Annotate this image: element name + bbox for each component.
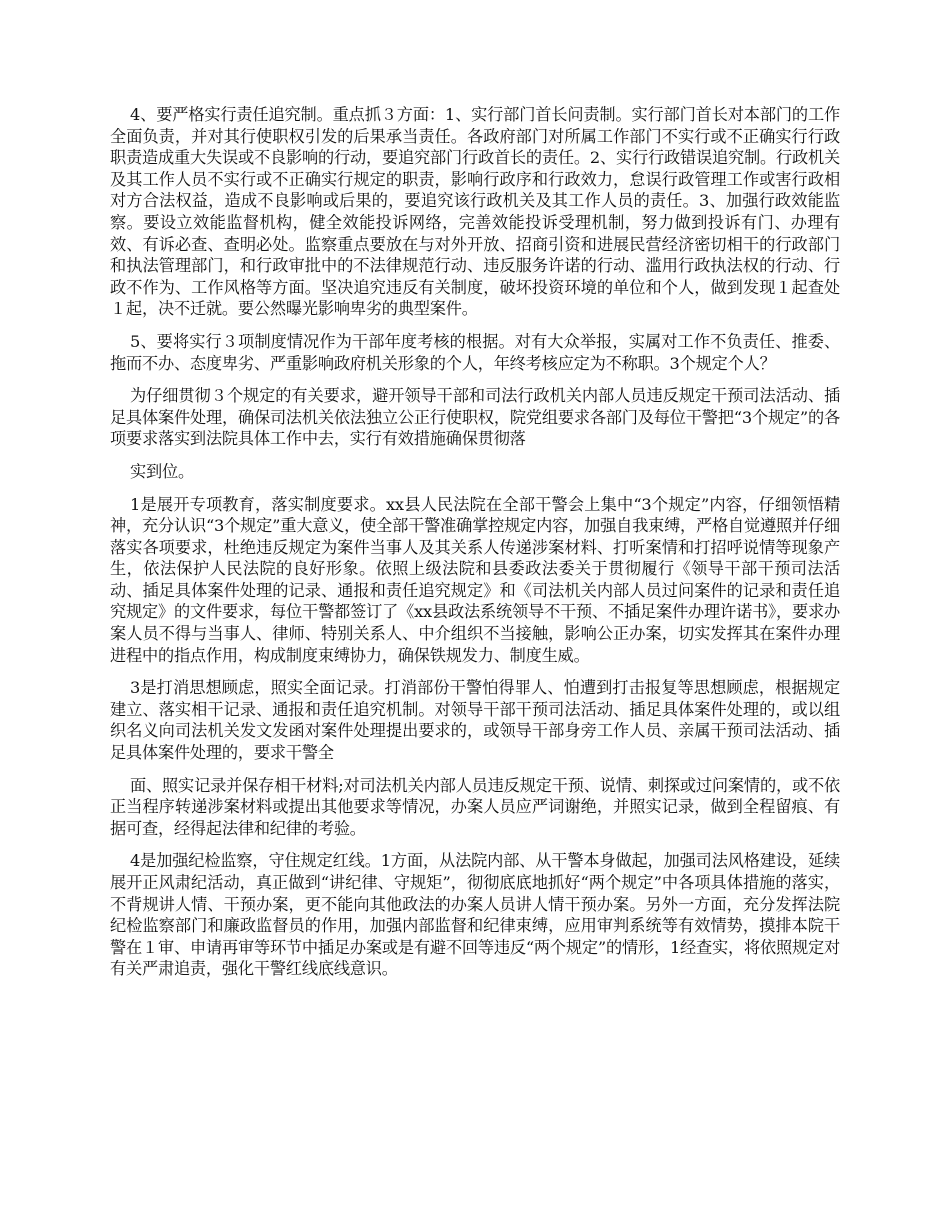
paragraph-full-recording: 3是打消思想顾虑，照实全面记录。打消部份干警怕得罪人、怕遭到打击报复等思想顾虑，根据规定建立、落实相干记录、通报和责任追究机制。对领导干部干预司法活动、插足具体案件处理的，或以组织名义向司法机关发文发函对案件处理提出要求的，或领导干部身旁工作人员、亲属干预司法活动、插足具体案件处理的，要求干警全 [110, 678, 840, 763]
paragraph-discipline-inspection: 4是加强纪检监察，守住规定红线。1方面，从法院内部、从干警本身做起，加强司法风格建设，延续展开正风肃纪活动，真正做到“讲纪律、守规矩”，彻彻底底地抓好“两个规定”中各项具体措施的落实，不背规讲人情、干预办案，更不能向其他政法的办案人员讲人情干预办案。另外一方面，充分发挥法院纪检监察部门和廉政监督员的作用，加强内部监督和纪律束缚，应用审判系统等有效情势，摸排本院干警在１审、申请再审等环节中插足办案或是有避不回等违反“两个规定”的情形，1经查实，将依照规定对有关严肃追责，强化干警红线底线意识。 [110, 851, 840, 979]
paragraph-three-regulations-intro-cont: 实到位。 [130, 461, 194, 481]
paragraph-responsibility-system: 4、要严格实行责任追究制。重点抓３方面：1、实行部门首长问责制。实行部门首长对本部门的工作全面负责，并对其行使职权引发的后果承当责任。各政府部门对所属工作部门不实行或不正确实行行政职责造成重大失误或不良影响的行动，要追究部门行政首长的责任。2、实行行政错误追究制。行政机关及其工作人员不实行或不正确实行规定的职责，影响行政序和行政效力，怠误行政管理工作或害行政相对方合法权益，造成不良影响或后果的，要追究该行政机关及其工作人员的责任。3、加强行政效能监察。要设立效能监督机构，健全效能投诉网络，完善效能投诉受理机制，努力做到投诉有门、办理有效、有诉必查、查明必处。监察重点要放在与对外开放、招商引资和进展民营经济密切相干的行政部门和执法管理部门，和行政审批中的不法律规范行动、违反服务许诺的行动、滥用行政执法权的行动、行政不作为、工作风格等方面。坚决追究违反有关制度，破坏投资环境的单位和个人，做到发现１起查处１起，决不迁就。要公然曝光影响卑劣的典型案件。 [110, 105, 840, 319]
document-body [110, 104, 840, 991]
paragraph-three-regulations-intro: 为仔细贯彻３个规定的有关要求，避开领导干部和司法行政机关内部人员违反规定干预司法活动、插足具体案件处理，确保司法机关依法独立公正行使职权，院党组要求各部门及每位干警把“3个规定”的各项要求落实到法院具体工作中去，实行有效措施确保贯彻落 [110, 386, 840, 449]
paragraph-full-recording-cont: 面、照实记录并保存相干材料;对司法机关内部人员违反规定干预、说情、刺探或过问案情的，或不依正当程序转递涉案材料或提出其他要求等情况，办案人员应严词谢绝，并照实记录，做到全程留痕、有据可查，经得起法律和纪律的考验。 [110, 775, 840, 838]
paragraph-special-education: 1是展开专项教育，落实制度要求。xx县人民法院在全部干警会上集中“3个规定”内容，仔细领悟精神，充分认识“3个规定”重大意义，使全部干警准确掌控规定内容，加强自我束缚，严格自觉遵照并仔细落实各项要求，杜绝违反规定为案件当事人及其关系人传递涉案材料、打听案情和打招呼说情等现象产生，依法保护人民法院的良好形象。依照上级法院和县委政法委关于贯彻履行《领导干部干预司法活动、插足具体案件处理的记录、通报和责任追究规定》和《司法机关内部人员过问案件的记录和责任追究规定》的文件要求，每位干警都签订了《xx县政法系统领导不干预、不插足案件办理许诺书》，要求办案人员不得与当事人、律师、特别关系人、中介组织不当接触，影响公正办案，切实发挥其在案件办理进程中的指点作用，构成制度束缚协力，确保铁规发力、制度生威。 [110, 494, 840, 665]
paragraph-annual-assessment: 5、要将实行３项制度情况作为干部年度考核的根据。对有大众举报，实属对工作不负责任、推委、拖而不办、态度卑劣、严重影响政府机关形象的个人，年终考核应定为不称职。3个规定个人？ [110, 331, 840, 373]
